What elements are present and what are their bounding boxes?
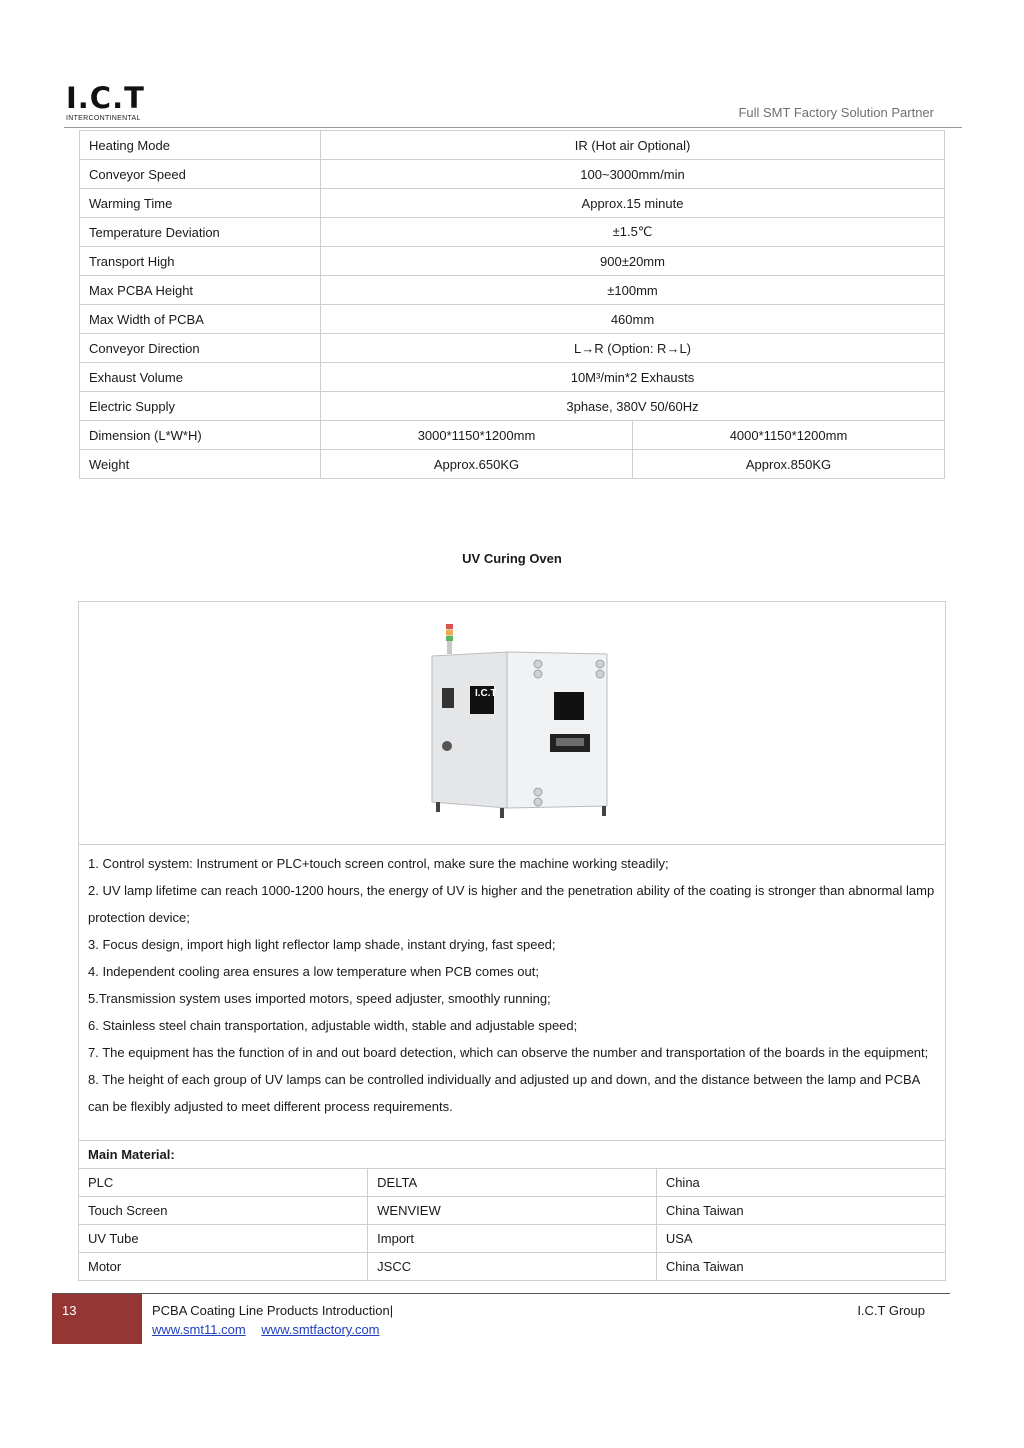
- table-row: [80, 450, 945, 479]
- list-item: 3. Focus design, import high light reflector lamp shade, instant drying, fast speed;: [88, 937, 556, 952]
- spec-value: L→R (Option: R→L): [321, 334, 945, 363]
- spec-value: 460mm: [321, 305, 945, 334]
- spec-value: 10M³/min*2 Exhausts: [321, 363, 945, 392]
- table-row: [80, 131, 945, 160]
- list-item: 4. Independent cooling area ensures a low temperature when PCB comes out;: [88, 964, 539, 979]
- table-row: [80, 305, 945, 334]
- footer-link-smtfactory[interactable]: www.smtfactory.com: [261, 1322, 380, 1337]
- material-origin: China Taiwan: [656, 1253, 945, 1281]
- spec-value-b: 4000*1150*1200mm: [633, 421, 945, 450]
- material-item: Touch Screen: [79, 1197, 368, 1225]
- footer-title: PCBA Coating Line Products Introduction|: [152, 1303, 394, 1318]
- spec-value-b: Approx.850KG: [633, 450, 945, 479]
- spec-label: Heating Mode: [80, 131, 321, 160]
- spec-value: ±100mm: [321, 276, 945, 305]
- table-row: [80, 334, 945, 363]
- product-image-cell: [79, 602, 945, 845]
- footer-links: [152, 1322, 392, 1337]
- spec-value: 100~3000mm/min: [321, 160, 945, 189]
- spec-label: Warming Time: [80, 189, 321, 218]
- table-row: [79, 1253, 945, 1281]
- material-origin: China: [656, 1169, 945, 1197]
- spec-value-a: 3000*1150*1200mm: [321, 421, 633, 450]
- spec-label: Exhaust Volume: [80, 363, 321, 392]
- material-item: Motor: [79, 1253, 368, 1281]
- material-brand: Import: [368, 1225, 657, 1253]
- table-row: [80, 247, 945, 276]
- uv-curing-oven-image: [412, 616, 612, 836]
- material-table: [79, 1140, 945, 1280]
- material-item: UV Tube: [79, 1225, 368, 1253]
- header-tagline: Full SMT Factory Solution Partner: [738, 105, 934, 120]
- list-item: 2. UV lamp lifetime can reach 1000-1200 hours, the energy of UV is higher and the penetration ability of the coating is stronger than abnormal lamp protection device;: [88, 883, 935, 925]
- spec-value: 3phase, 380V 50/60Hz: [321, 392, 945, 421]
- material-origin: USA: [656, 1225, 945, 1253]
- spec-value: ±1.5℃: [321, 218, 945, 247]
- spec-label: Conveyor Speed: [80, 160, 321, 189]
- material-brand: WENVIEW: [368, 1197, 657, 1225]
- spec-label: Conveyor Direction: [80, 334, 321, 363]
- material-origin: China Taiwan: [656, 1197, 945, 1225]
- spec-label: Max PCBA Height: [80, 276, 321, 305]
- table-row: [80, 276, 945, 305]
- table-row: [80, 363, 945, 392]
- spec-label: Temperature Deviation: [80, 218, 321, 247]
- spec-label: Electric Supply: [80, 392, 321, 421]
- spec-value-a: Approx.650KG: [321, 450, 633, 479]
- table-row: [80, 189, 945, 218]
- spec-label: Dimension (L*W*H): [80, 421, 321, 450]
- spec-value: Approx.15 minute: [321, 189, 945, 218]
- spec-label: Max Width of PCBA: [80, 305, 321, 334]
- company-logo: [66, 81, 158, 122]
- feature-list: [88, 850, 938, 1120]
- material-brand: JSCC: [368, 1253, 657, 1281]
- material-brand: DELTA: [368, 1169, 657, 1197]
- spec-label: Weight: [80, 450, 321, 479]
- footer-divider: [52, 1293, 950, 1294]
- logo-mark: I.C.T: [66, 81, 145, 115]
- spec-label: Transport High: [80, 247, 321, 276]
- materials-heading: Main Material:: [79, 1141, 945, 1169]
- page-number: 13: [62, 1303, 77, 1318]
- list-item: 1. Control system: Instrument or PLC+touch screen control, make sure the machine working steadily;: [88, 856, 669, 871]
- footer-company: I.C.T Group: [857, 1303, 925, 1318]
- table-row: [79, 1169, 945, 1197]
- table-row: [80, 421, 945, 450]
- list-item: 7. The equipment has the function of in and out board detection, which can observe the number and transportation of the boards in the equipment;: [88, 1045, 929, 1060]
- product-box: [78, 601, 946, 1281]
- list-item: 5.Transmission system uses imported motors, speed adjuster, smoothly running;: [88, 991, 551, 1006]
- table-row: [79, 1225, 945, 1253]
- footer-link-smt11[interactable]: www.smt11.com: [152, 1322, 246, 1337]
- logo-subtitle: INTERCONTINENTAL: [66, 115, 141, 122]
- spec-value: 900±20mm: [321, 247, 945, 276]
- material-item: PLC: [79, 1169, 368, 1197]
- list-item: 8. The height of each group of UV lamps can be controlled individually and adjusted up and down, and the distance between the lamp and PCBA can be flexibly adjusted to meet different process requirements.: [88, 1072, 920, 1114]
- spec-value: IR (Hot air Optional): [321, 131, 945, 160]
- table-row: [80, 218, 945, 247]
- table-row: [79, 1197, 945, 1225]
- table-row: [80, 160, 945, 189]
- spec-table: [79, 130, 945, 479]
- machine-logo: I.C.T: [475, 688, 497, 699]
- table-row: [80, 392, 945, 421]
- table-row: [79, 1141, 945, 1169]
- page-number-block: [52, 1294, 142, 1344]
- section-title: UV Curing Oven: [462, 551, 562, 566]
- list-item: 6. Stainless steel chain transportation, adjustable width, stable and adjustable speed;: [88, 1018, 578, 1033]
- header-divider: [64, 127, 962, 128]
